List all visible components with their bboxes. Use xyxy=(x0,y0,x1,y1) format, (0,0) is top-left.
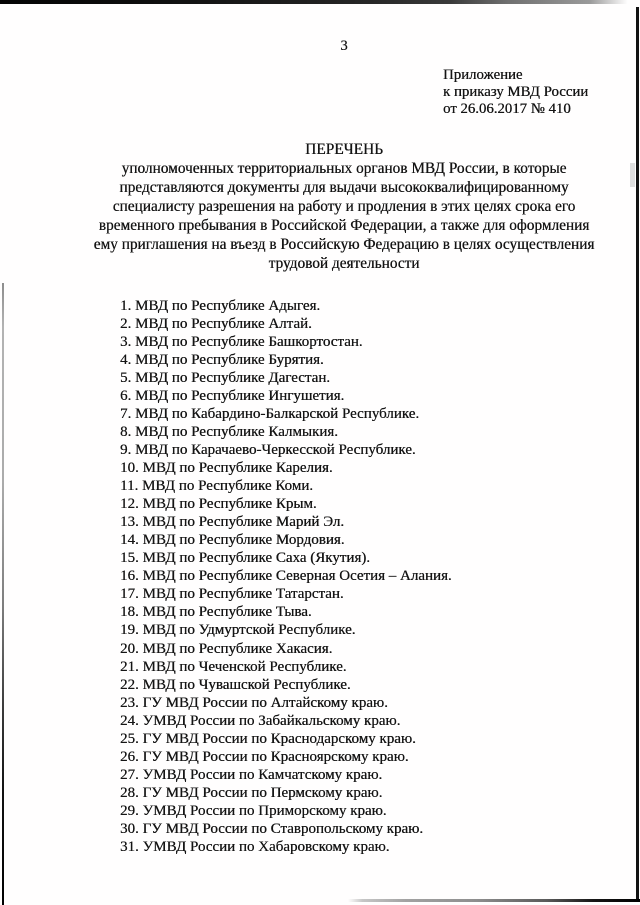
list-item: 7. МВД по Кабардино-Балкарской Республике. xyxy=(120,405,420,422)
scan-edge-right xyxy=(636,7,639,902)
list-item: 27. УМВД России по Камчатскому краю. xyxy=(120,766,383,783)
list-item: 28. ГУ МВД России по Пермскому краю. xyxy=(120,784,383,801)
annex-line: от 26.06.2017 № 410 xyxy=(443,101,571,118)
list-item: 17. МВД по Республике Татарстан. xyxy=(120,586,344,603)
list-item: 15. МВД по Республике Саха (Якутия). xyxy=(120,550,370,567)
list-item: 29. УМВД России по Приморскому краю. xyxy=(120,802,387,819)
list-item: 22. МВД по Чувашской Республике. xyxy=(120,676,351,693)
list-item: 26. ГУ МВД России по Красноярскому краю. xyxy=(120,748,409,765)
list-item: 19. МВД по Удмуртской Республике. xyxy=(120,622,356,639)
list-item: 30. ГУ МВД России по Ставропольскому краю. xyxy=(120,820,424,837)
list-item: 11. МВД по Республике Коми. xyxy=(120,478,313,495)
subtitle-line: трудовой деятельности xyxy=(268,254,420,272)
list-item: 12. МВД по Республике Крым. xyxy=(120,496,317,513)
subtitle-line: временного пребывания в Российской Федерации, а также для оформления xyxy=(98,216,590,234)
list-item: 23. ГУ МВД России по Алтайскому краю. xyxy=(120,694,388,711)
scan-edge-bottom xyxy=(348,899,640,902)
list-item: 31. УМВД России по Хабаровскому краю. xyxy=(120,839,390,856)
annex-line: к приказу МВД России xyxy=(443,84,589,101)
subtitle-line: ему приглашения на въезд в Российскую Федерацию в целях осуществления xyxy=(93,235,595,253)
subtitle-line: специалисту разрешения на работу и продления в этих целях срока его xyxy=(112,197,576,215)
list-item: 1. МВД по Республике Адыгея. xyxy=(120,297,321,314)
list-item: 24. УМВД России по Забайкальскому краю. xyxy=(120,712,401,729)
annex-block xyxy=(443,67,600,119)
subtitle-line: представляются документы для выдачи высококвалифицированному xyxy=(119,178,569,196)
annex-line: Приложение xyxy=(443,67,523,83)
org-list xyxy=(88,297,600,856)
list-item: 14. МВД по Республике Мордовия. xyxy=(120,532,345,549)
list-item: 6. МВД по Республике Ингушетия. xyxy=(120,387,345,404)
page-number: 3 xyxy=(340,38,348,54)
list-item: 10. МВД по Республике Карелия. xyxy=(120,460,333,477)
scan-edge-left xyxy=(2,283,4,905)
subtitle-line: уполномоченных территориальных органов МВД России, в которые xyxy=(121,159,567,177)
list-item: 20. МВД по Республике Хакасия. xyxy=(120,640,333,657)
document-title: ПЕРЕЧЕНЬ xyxy=(305,140,383,158)
list-item: 21. МВД по Чеченской Республике. xyxy=(120,658,347,675)
list-item: 18. МВД по Республике Тыва. xyxy=(120,604,312,621)
list-item: 3. МВД по Республике Башкортостан. xyxy=(120,333,363,350)
list-item: 16. МВД по Республике Северная Осетия – Алания. xyxy=(120,568,452,585)
page-content xyxy=(88,0,600,856)
list-item: 13. МВД по Республике Марий Эл. xyxy=(120,514,345,531)
scan-artifact-speck xyxy=(630,163,635,187)
list-item: 4. МВД по Республике Бурятия. xyxy=(120,351,324,368)
document-subtitle xyxy=(88,159,600,273)
list-item: 2. МВД по Республике Алтай. xyxy=(120,315,312,332)
list-item: 9. МВД по Карачаево-Черкесской Республике. xyxy=(120,441,416,458)
list-item: 5. МВД по Республике Дагестан. xyxy=(120,369,330,386)
list-item: 8. МВД по Республике Калмыкия. xyxy=(120,423,338,440)
list-item: 25. ГУ МВД России по Краснодарскому краю. xyxy=(120,730,416,747)
